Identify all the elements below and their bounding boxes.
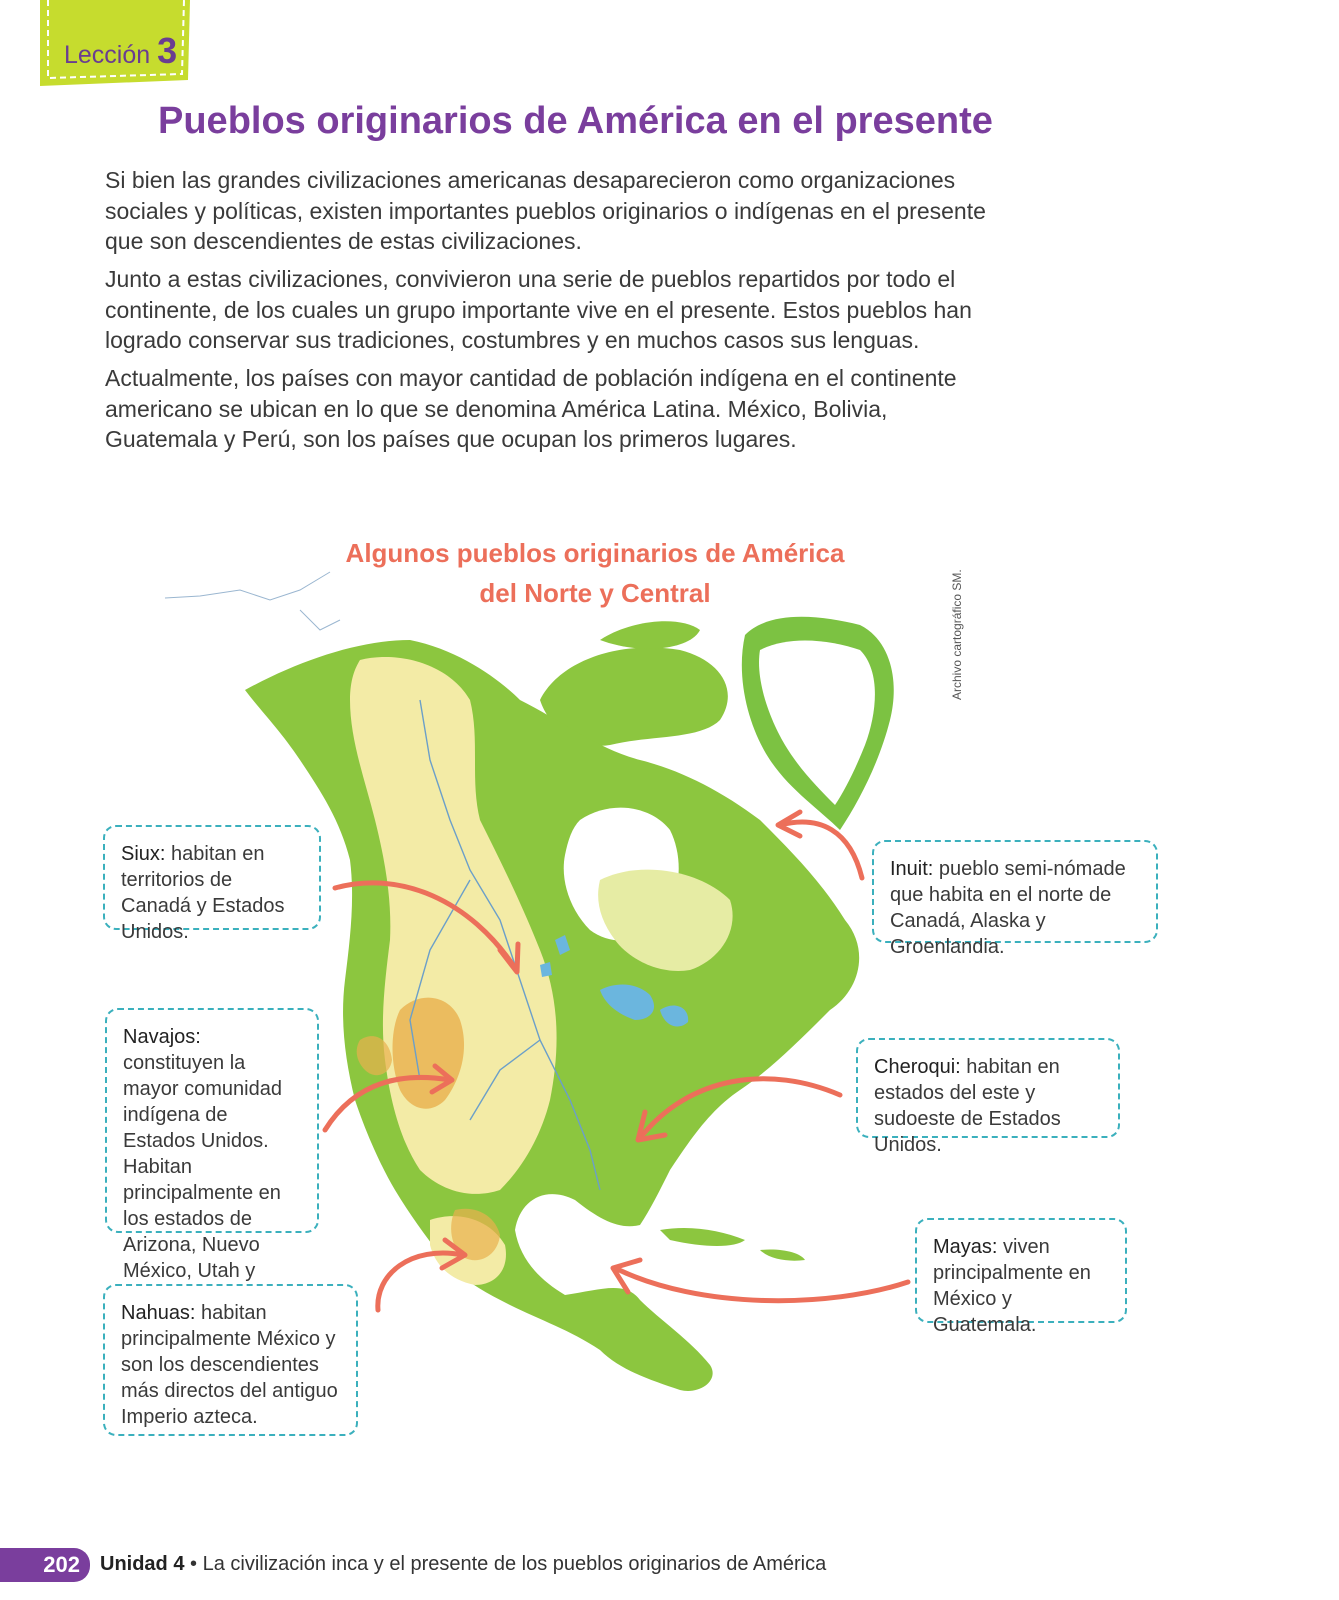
map-title-line-2: del Norte y Central [479, 578, 711, 608]
callout-siux-text: habitan en territorios de Canadá y Estados Unidos. [121, 843, 285, 943]
callout-mayas-text: viven principalmente en México y Guatemala. [933, 1236, 1091, 1336]
lesson-number: 3 [157, 30, 178, 71]
callout-siux [103, 825, 321, 943]
callout-nahuas [103, 1284, 358, 1436]
lesson-tab [40, 0, 192, 86]
lesson-word: Lección [64, 41, 151, 69]
callout-cheroqui [856, 1038, 1120, 1156]
arctic-outline [165, 572, 340, 630]
callout-inuit-name: Inuit: [890, 858, 934, 880]
paragraph-2: Junto a estas civilizaciones, convivieron una serie de pueblos repartidos por todo el continente, de los cuales un grupo importante vive en el presente. Estos pueblos han logrado conservar sus tradiciones, costumbres y en muchos casos sus lenguas. [105, 266, 972, 353]
caribbean-islands [660, 1228, 805, 1261]
callout-inuit-text: pueblo semi-nómade que habita en el norte de Canadá, Alaska y Groenlandia. [890, 858, 1126, 958]
north-america-map [160, 560, 920, 1400]
footer-unit: Unidad 4 [100, 1553, 185, 1575]
callout-navajos-name: Navajos: [123, 1026, 201, 1048]
map-credit: Archivo cartográfico SM. [950, 569, 964, 700]
paragraph-1: Si bien las grandes civilizaciones americanas desaparecieron como organizaciones sociales y políticas, existen importantes pueblos originarios o indígenas en el presente que son descendientes de estas civilizaciones. [105, 167, 986, 254]
lesson-label [64, 30, 177, 72]
page-number: 202 [0, 1548, 90, 1582]
footer-text [100, 1553, 826, 1576]
callout-mayas [915, 1218, 1127, 1336]
callout-cheroqui-name: Cheroqui: [874, 1056, 961, 1078]
page-title: Pueblos originarios de América en el presente [158, 100, 993, 142]
footer-bullet: • [184, 1553, 203, 1575]
callout-nahuas-name: Nahuas: [121, 1302, 196, 1324]
map-title-line-1: Algunos pueblos originarios de América [345, 538, 845, 568]
callout-mayas-name: Mayas: [933, 1236, 998, 1258]
callout-nahuas-text: habitan principalmente México y son los descendientes más directos del antiguo Imperio azteca. [121, 1302, 338, 1428]
callout-cheroqui-text: habitan en estados del este y sudoeste de Estados Unidos. [874, 1056, 1061, 1156]
callout-navajos [105, 1008, 319, 1282]
callout-siux-name: Siux: [121, 843, 166, 865]
page-footer [0, 1548, 1339, 1582]
footer-subtitle: La civilización inca y el presente de los pueblos originarios de América [202, 1553, 827, 1575]
callout-navajos-text: constituyen la mayor comunidad indígena de Estados Unidos. Habitan principalmente en los estados de Arizona, Nuevo México, Utah y [123, 1052, 282, 1282]
callout-inuit [872, 840, 1158, 958]
paragraph-3: Actualmente, los países con mayor cantidad de población indígena en el continente americano se ubican en lo que se denomina América Latina. México, Bolivia, Guatemala y Perú, son los países que ocupan los primeros lugares. [105, 365, 957, 452]
arrow-mayas [615, 1268, 908, 1301]
